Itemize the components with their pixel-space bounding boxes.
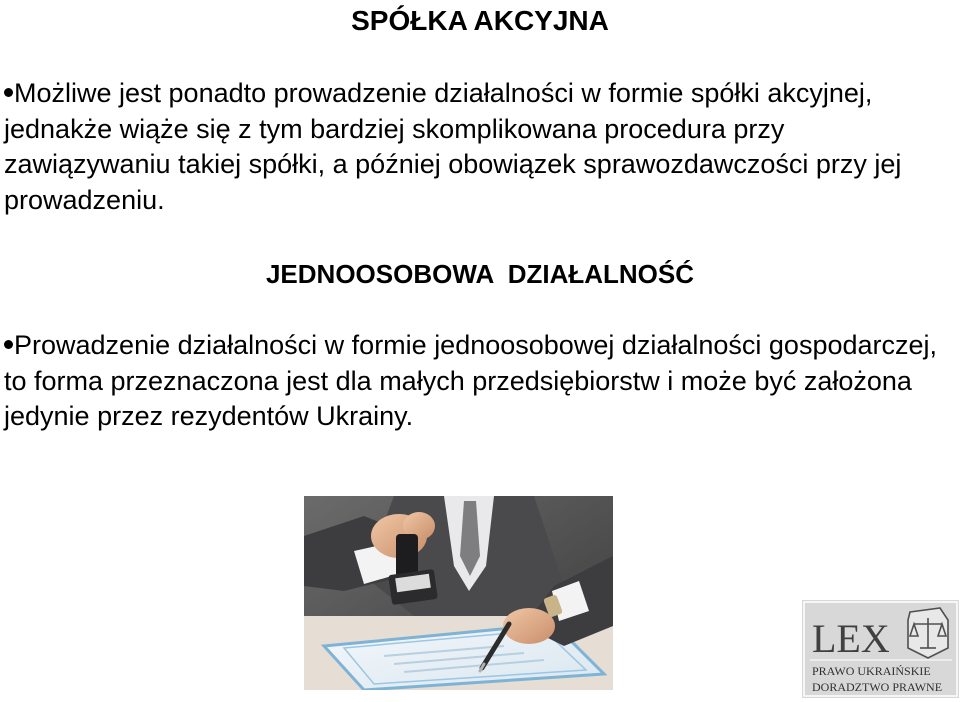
bullet-icon: [4, 340, 13, 349]
lex-logo-graphic: [802, 600, 959, 698]
stamping-document-illustration: [304, 496, 613, 690]
logo-line2: DORADZTWO PRAWNE: [812, 680, 943, 694]
paragraph-joint-stock: [4, 76, 954, 218]
slide-title: SPÓŁKA AKCYJNA: [351, 5, 609, 36]
paragraph-joint-stock-text: Możliwe jest ponadto prowadzenie działalności w formie spółki akcyjnej, jednakże wiąże się z tym bardziej skomplikowana procedura przy zawiązywaniu takiej spółki, a później obowiązek sprawozdawczości przy jej prowadzeniu.: [4, 78, 902, 215]
stamping-document-photo: [304, 496, 613, 690]
logo-wordmark: LEX: [812, 616, 890, 661]
paragraph-sole-proprietorship: [4, 328, 954, 435]
lex-logo: [802, 600, 959, 698]
logo-line1: PRAWO UKRAIŃSKIE: [812, 664, 931, 678]
scales-icon: [908, 608, 948, 658]
section-heading-sole-proprietorship: JEDNOOSOBOWA DZIAŁALNOŚĆ: [265, 259, 695, 289]
paragraph-sole-proprietorship-text: Prowadzenie działalności w formie jednoosobowej działalności gospodarczej, to forma przeznaczona jest dla małych przedsiębiorstw i może być założona jedynie przez rezydentów Ukrainy.: [4, 330, 938, 431]
bullet-icon: [4, 88, 13, 97]
